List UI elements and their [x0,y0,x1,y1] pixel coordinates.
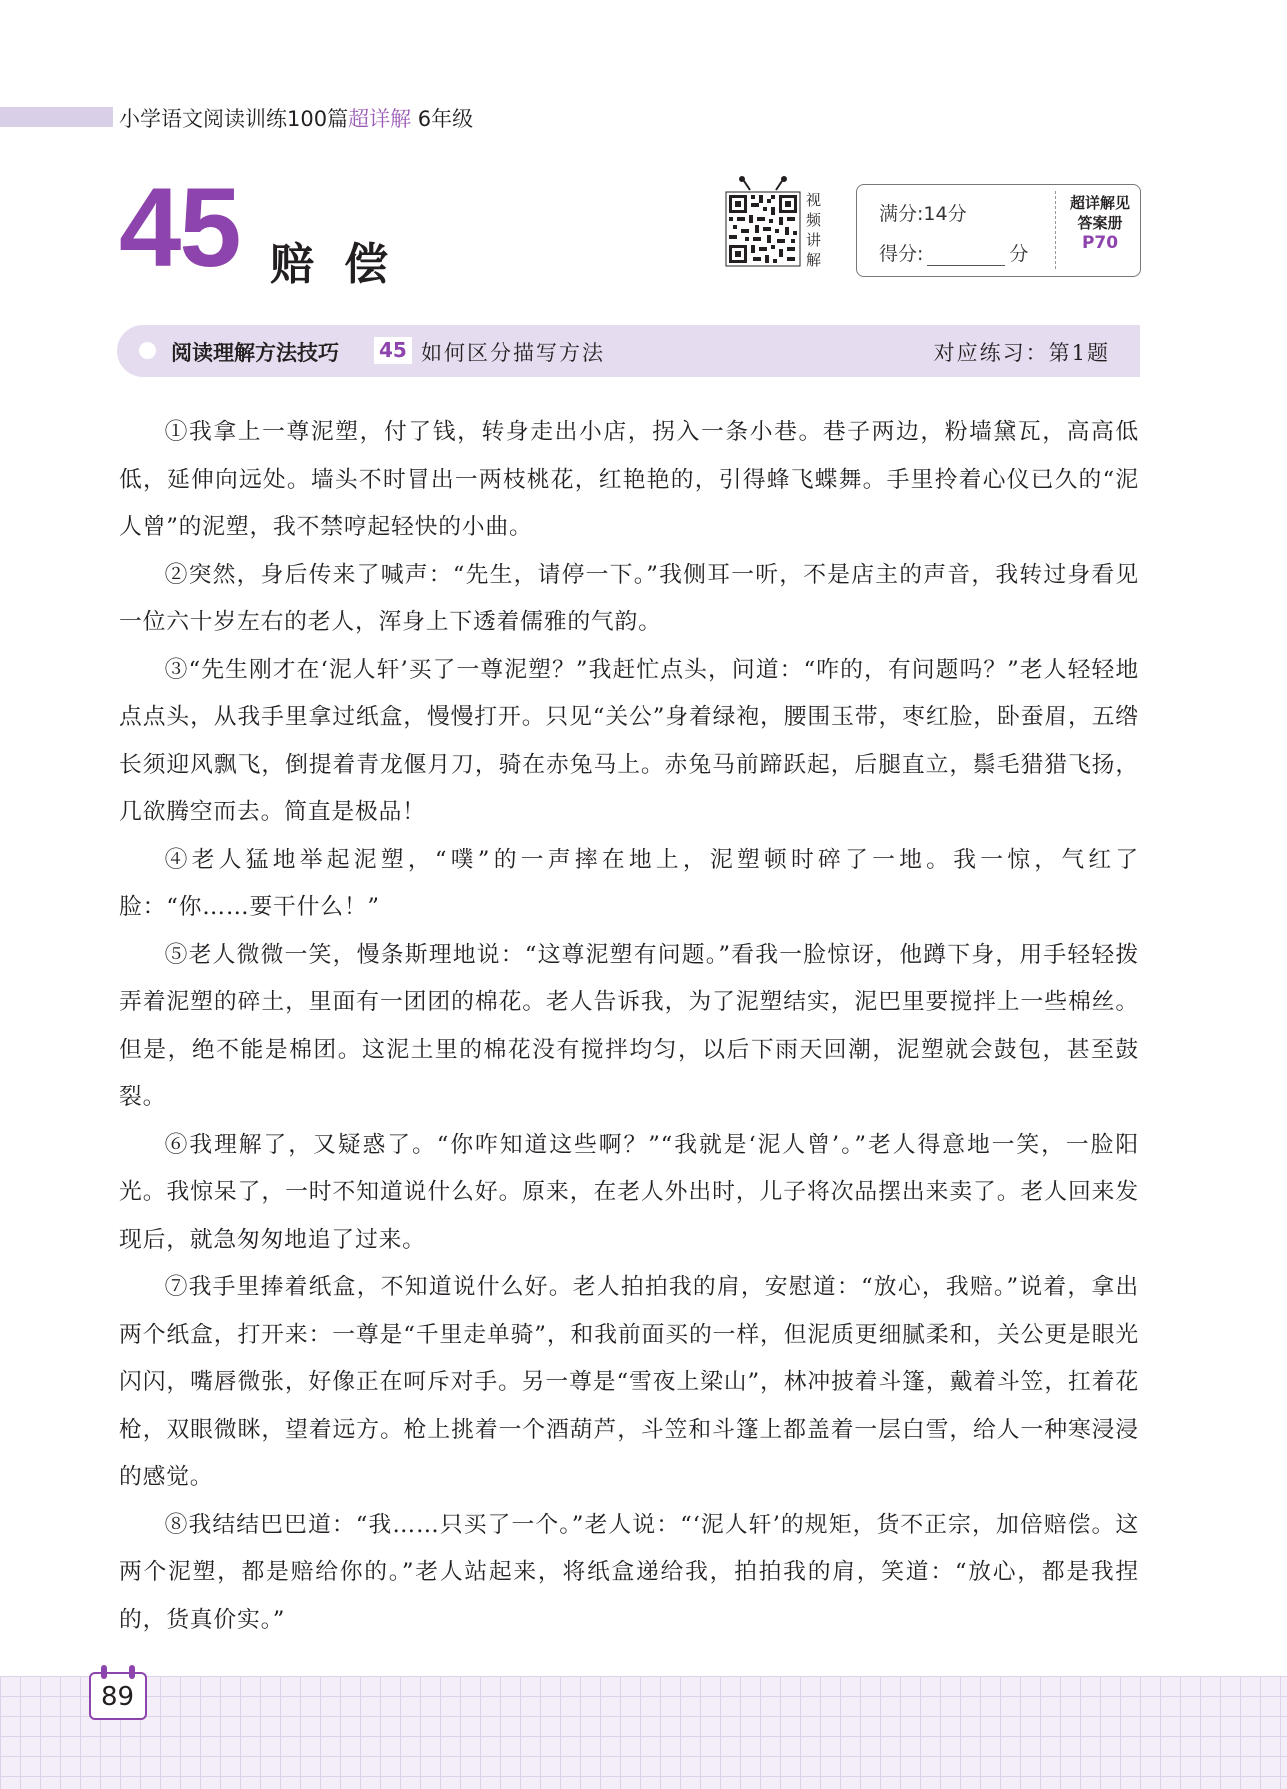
qr-label-char: 频 [806,211,822,229]
qr-label-char: 解 [806,251,822,269]
calendar-ring-icon [101,1665,107,1679]
qr-code-icon[interactable] [724,176,802,273]
qr-label-char: 视 [806,191,822,209]
book-title: 小学语文阅读训练100篇 [119,107,349,131]
answer-page: P70 [1081,233,1119,253]
answer-ref-line1: 超详解见 [1069,194,1130,212]
page-number-badge [89,1672,147,1720]
edition-label: 超详解 [348,107,412,131]
answer-ref-line2: 答案册 [1077,214,1123,232]
method-banner [117,325,1140,377]
paragraph: ⑧我结结巴巴道：“我……只买了一个。”老人说：“‘泥人轩’的规矩，货不正宗，加倍赔偿。这两个泥塑，都是赔给你的。”老人站起来，将纸盒递给我，拍拍我的肩，笑道：“放心，都是我捏的，货真价实。” [119,1511,1139,1633]
full-score: 满分:14分 [879,203,967,225]
paragraph: ④老人猛地举起泥塑，“噗”的一声摔在地上，泥塑顿时碎了一地。我一惊，气红了脸：“你……要干什么！” [119,846,1139,920]
paragraph: ①我拿上一尊泥塑，付了钱，转身走出小店，拐入一条小巷。巷子两边，粉墙黛瓦，高高低低，延伸向远处。墙头不时冒出一两枝桃花，红艳艳的，引得蜂飞蝶舞。手里拎着心仪已久的“泥人曾”的泥塑，我不禁哼起轻快的小曲。 [119,419,1139,540]
paragraph: ⑤老人微微一笑，慢条斯理地说：“这尊泥塑有问题。”看我一脸惊讶，他蹲下身，用手轻轻拨弄着泥塑的碎土，里面有一团团的棉花。老人告诉我，为了泥塑结实，泥巴里要搅拌上一些棉丝。但是，绝不能是棉团。这泥土里的棉花没有搅拌均匀，以后下雨天回潮，泥塑就会鼓包，甚至鼓裂。 [119,941,1139,1110]
footer-grid [0,1676,1287,1789]
qr-label-char: 讲 [806,231,822,249]
paragraph: ⑦我手里捧着纸盒，不知道说什么好。老人拍拍我的肩，安慰道：“放心，我赔。”说着，拿出两个纸盒，打开来：一尊是“千里走单骑”，和我前面买的一样，但泥质更细腻柔和，关公更是眼光闪闪，嘴唇微张，好像正在呵斥对手。另一尊是“雪夜上梁山”，林冲披着斗篷，戴着斗笠，扛着花枪，双眼微眯，望着远方。枪上挑着一个酒葫芦，斗笠和斗篷上都盖着一层白雪，给人一种寒浸浸的感觉。 [119,1274,1139,1490]
score-box [856,184,1141,277]
qr-label [806,190,826,270]
method-label: 阅读理解方法技巧 [171,341,339,365]
header-band [0,107,113,127]
article-body [119,409,1139,1644]
paragraph: ③“先生刚才在‘泥人轩’买了一尊泥塑？”我赶忙点头，问道：“咋的，有问题吗？”老人轻轻地点点头，从我手里拿过纸盒，慢慢打开。只见“关公”身着绿袍，腰围玉带，枣红脸，卧蚕眉，五绺长须迎风飘飞，倒提着青龙偃月刀，骑在赤兔马上。赤兔马前蹄跃起，后腿直立，鬃毛猎猎飞扬，几欲腾空而去。简直是极品！ [119,656,1139,825]
paragraph: ⑥我理解了，又疑惑了。“你咋知道这些啊？”“我就是‘泥人曾’。”老人得意地一笑，一脸阳光。我惊呆了，一时不知道说什么好。原来，在老人外出时，儿子将次品摆出来卖了。老人回来发现后，就急匆匆地追了过来。 [119,1131,1139,1253]
method-practice: 对应练习：第1题 [933,341,1110,365]
score-blank[interactable] [927,246,1005,266]
calendar-ring-icon [129,1665,135,1679]
lesson-title: 赔偿 [270,239,418,290]
grade-label: 6年级 [417,107,474,131]
score-field[interactable] [879,239,1028,266]
score-divider [1055,191,1056,269]
score-unit: 分 [1009,243,1029,265]
paragraph: ②突然，身后传来了喊声：“先生，请停一下。”我侧耳一听，不是店主的声音，我转过身看见一位六十岁左右的老人，浑身上下透着儒雅的气韵。 [119,561,1139,635]
page-number: 89 [100,1682,135,1712]
method-number: 45 [374,337,412,364]
book-header [119,103,473,133]
score-label: 得分: [879,243,924,265]
lesson-number: 45 [119,165,240,290]
answer-reference [1060,193,1140,253]
bullet-icon [139,342,156,359]
method-topic: 如何区分描写方法 [421,341,605,365]
